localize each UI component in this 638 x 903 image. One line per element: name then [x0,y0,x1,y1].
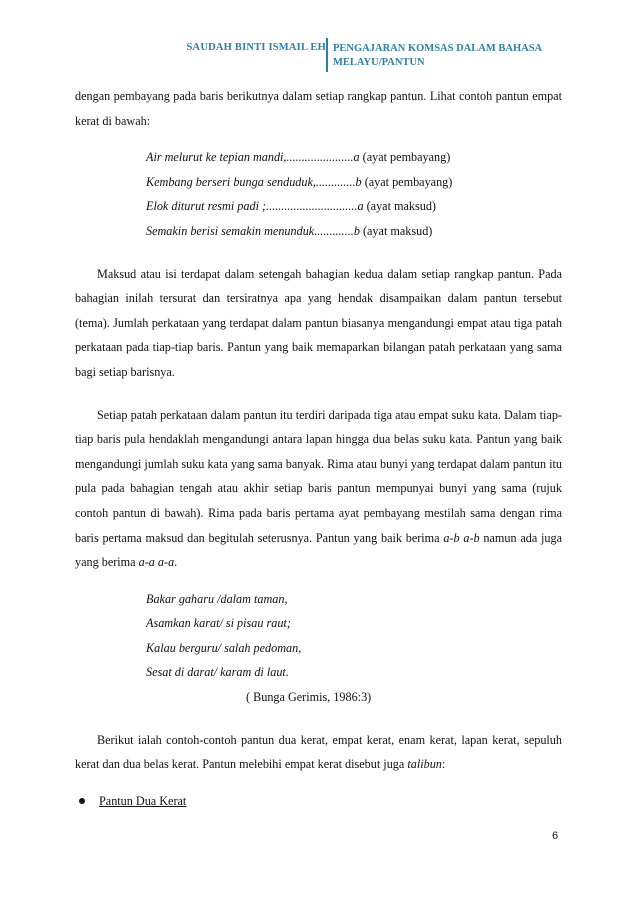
paragraph-4: Berikut ialah contoh-contoh pantun dua kerat, empat kerat, enam kerat, lapan kerat, sepuluh kerat dan dua belas kerat. Pantun melebihi empat kerat disebut juga talibun: [75,732,562,772]
verse-line: Bakar gaharu /dalam taman, [146,591,288,606]
page-header [0,38,638,74]
header-divider [326,38,328,72]
page-body [75,84,562,813]
header-author: SAUDAH BINTI ISMAIL EH [186,42,326,53]
verse-example-1 [75,145,562,243]
citation: ( Bunga Gerimis, 1986:3) [246,690,372,705]
rhyme-pattern-2: a-a a-a [138,555,175,570]
bullet-item [75,789,562,814]
header-title-line1: PENGAJARAN KOMSAS DALAM BAHASA [333,43,543,54]
header-title-line2: MELAYU/PANTUN [333,57,425,68]
rhyme-pattern-1: a-b a-b [443,530,480,545]
verse-line: Elok diturut resmi padi ;..............................a (ayat maksud) [146,199,436,214]
verse-example-2 [75,587,562,710]
paragraph-2: Maksud atau isi terdapat dalam setengah bahagian kedua dalam setiap rangkap pantun. Pada bahagian inilah tersurat dan tersiratnya apa yang hendak disampaikan dalam pantun tersebut (tema). Jumlah perkataan yang terdapat dalam pantun biasanya mengandungi empat atau tiga patah perkataan pada tiap-tiap baris. Pantun yang baik memaparkan bilangan patah perkataan yang sama bagi setiap barisnya. [75,266,562,379]
verse-line: Kalau berguru/ salah pedoman, [146,640,302,655]
verse-line: Air melurut ke tepian mandi,......................a (ayat pembayang) [146,150,451,165]
paragraph-3: Setiap patah perkataan dalam pantun itu terdiri daripada tiga atau empat suku kata. Dalam tiap-tiap baris pula hendaklah mengandungi antara lapan hingga dua belas suku kata. Pantun yang baik mengandungi jumlah suku kata yang sama banyak. Rima atau bunyi yang terdapat dalam pantun itu pula pada bahagian tengah atau akhir setiap baris pantun mempunyai bunyi yang sama (rujuk contoh pantun di bawah). Rima pada baris pertama ayat pembayang mestilah sama dengan rima baris pertama maksud dan begitulah seterusnya. Pantun yang baik berima a-b a-b namun ada juga yang berima a-a a-a. [75,407,562,570]
page-number: 6 [552,830,559,842]
bullet-label: Pantun Dua Kerat [99,793,187,808]
verse-line: Kembang berseri bunga senduduk,.............b (ayat pembayang) [146,174,453,189]
verse-line: Semakin berisi semakin menunduk.............b (ayat maksud) [146,223,433,238]
verse-line: Asamkan karat/ si pisau raut; [146,616,291,631]
verse-line: Sesat di darat/ karam di laut. [146,665,289,680]
talibun-term: talibun [407,757,442,772]
header-title [333,42,573,70]
paragraph-1: dengan pembayang pada baris berikutnya dalam setiap rangkap pantun. Lihat contoh pantun empat kerat di bawah: [75,89,562,128]
bullet-dot-icon [79,798,85,804]
